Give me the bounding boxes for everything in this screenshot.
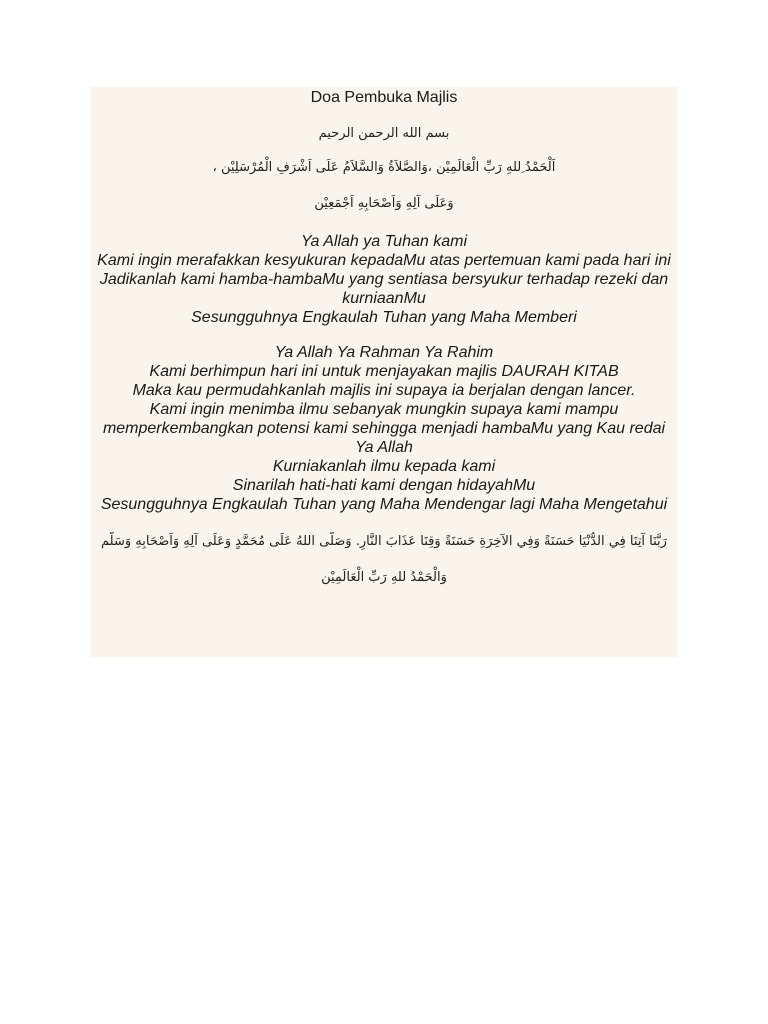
opening-arabic-line-1: اَلْحَمْدُ ِللهِ رَبِّ الْعَالَمِيْن ،وَالصَّلاَةُ وَالسَّلاَمُ عَلَى اَشْرَفِ الْمُرْسَلِيْن ، — [212, 160, 556, 175]
prayer-block-1 — [91, 232, 677, 327]
prayer-line: Sesungguhnya Engkaulah Tuhan yang Maha Memberi — [191, 309, 577, 326]
document-card — [91, 87, 677, 657]
prayer-line: Kami ingin merafakkan kesyukuran kepadaMu atas pertemuan kami pada hari ini — [97, 252, 671, 269]
prayer-line: Sinarilah hati-hati kami dengan hidayahMu — [232, 477, 536, 494]
prayer-line: Maka kau permudahkanlah majlis ini supaya ia berjalan dengan lancer. — [132, 382, 636, 399]
bismillah-text: بسم الله الرحمن الرحيم — [318, 126, 450, 141]
closing-arabic-line-2: وَالْحَمْدُ للهِ رَبِّ الْعَالَمِيْن — [321, 570, 447, 585]
prayer-line: Kurniakanlah ilmu kepada kami — [272, 458, 496, 475]
prayer-line: Jadikanlah kami hamba-hambaMu yang sentiasa bersyukur terhadap rezeki dan kurniaanMu — [99, 271, 669, 307]
closing-arabic-line-1: رَبَّنَا آتِنَا فِي الدُّنْيَا حَسَنَةً وَفِي الآخِرَةِ حَسَنَةً وَقِنَا عَذَابَ النَّارِ. وَصَلَّى اللهُ عَلَى مُحَمَّدٍ وَعَلَى آلِهِ وَاَصْحَابِهِ وَسَلَّم — [101, 534, 667, 549]
page-title: Doa Pembuka Majlis — [310, 89, 458, 106]
prayer-line: Ya Allah Ya Rahman Ya Rahim — [274, 344, 494, 361]
opening-arabic-line-2: وَعَلَى آلِهِ وَاَصْحَابِهِ اَجْمَعِيْن — [314, 196, 454, 211]
prayer-line: Sesungguhnya Engkaulah Tuhan yang Maha Mendengar lagi Maha Mengetahui — [100, 496, 668, 513]
prayer-block-2 — [91, 343, 677, 514]
prayer-line: Kami ingin menimba ilmu sebanyak mungkin supaya kami mampu memperkembangkan potensi kami sehingga menjadi hambaMu yang Kau redai Ya Allah — [102, 401, 666, 456]
prayer-line: Ya Allah ya Tuhan kami — [300, 233, 467, 250]
prayer-line: Kami berhimpun hari ini untuk menjayakan majlis DAURAH KITAB — [149, 363, 619, 380]
